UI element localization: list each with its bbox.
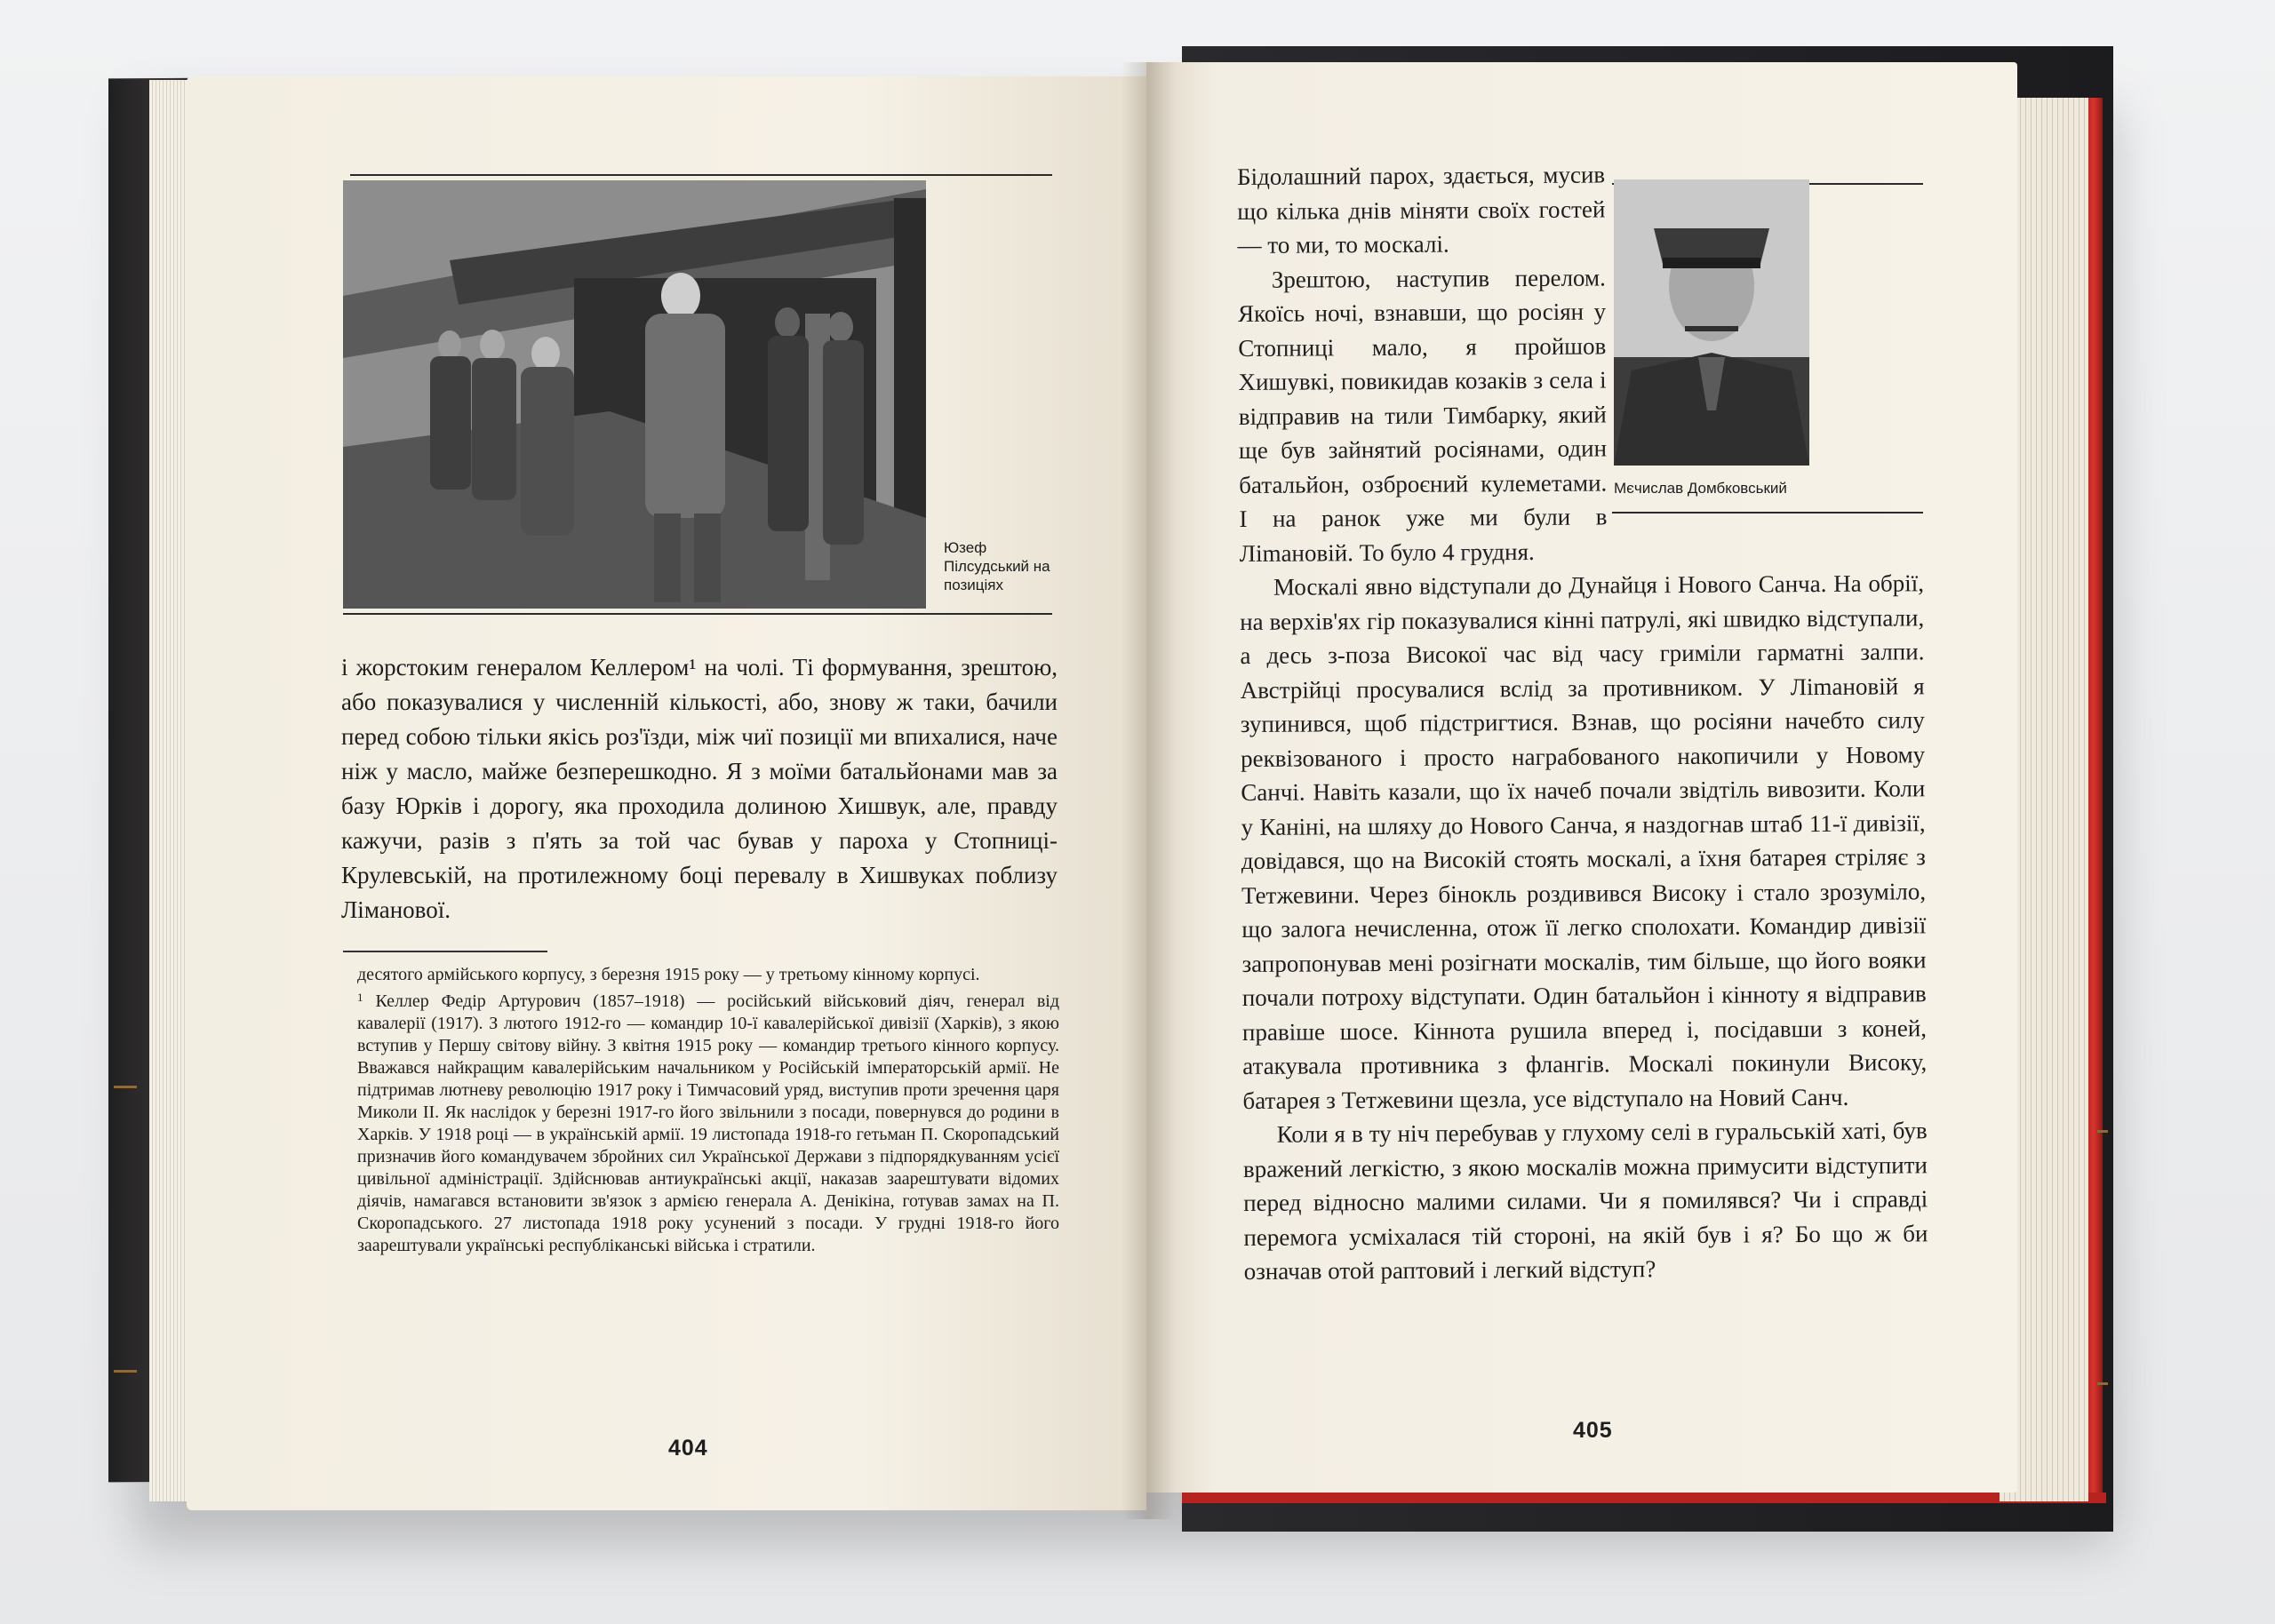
photo-caption-dombkovsky: Мєчислав Домбковський [1614,480,1787,497]
paragraph: Зрештою, наступив перелом. Якоїсь ночі, взнавши, що росіян у Стопниці мало, я пройшов Хишувкі, повикидав козаків з села і відправив на тили Тимбарку, який ще був зайнятий росіянами, один батальйон, озброєний кулеметами. І на ранок уже ми були в Ліmановій. То було 4 грудня. [1237,263,1608,567]
footnote-rule [343,951,547,952]
photo-top-rule [350,174,1052,176]
footnotes [357,964,1059,1257]
cover-ornament [114,1370,137,1373]
trench-scene-image [343,180,926,609]
footnote-number: 1 [357,991,363,1004]
portrait-placeholder [1628,166,1941,502]
book-gutter [1122,62,1175,1519]
page-number-left: 404 [668,1436,708,1461]
paragraph: Коли я в ту ніч перебував у глухому селі в гуральській хаті, був вражений легкістю, з якою москалів можна примусити відступити перед відносно малими силами. Чи я помилявся? Чи і справді перемога усміхалася тій стороні, на якій був і я? Бо що ж би означав отой раптовий і легкий відступ? [1242,1117,1928,1285]
footnote-continued: десятого армійського корпусу, з березня 1915 року — у третьому кінному корпусі. [357,965,980,984]
right-body-text [1237,155,1928,1288]
photo-caption-pilsudski: Юзеф Пілсудський на позиціях [944,539,1050,593]
cover-ornament [2097,1382,2108,1385]
paragraph: і жорстоким генералом Келлером¹ на чолі. Ті формування, зрештою, або показувалися у численній кількості, або, знову ж таки, бачили перед собою тільки якісь роз'їзди, між чиї позиції ми впихалися, наче ніж у масло, майже безперешкодно. Я з моїми батальйонами мав за базу Юрків і дорогу, яка проходила долиною Хишвук, але, правду кажучи, разів з п'ять за той час бував у пароха у Стопниці-Крулевській, на протилежному боці перевалу в Хишвуках поблизу Ліманової. [341,654,1058,923]
paragraph: Москалі явно відступали до Дунайця і Нового Санча. На обрії, на верхів'ях гір показувалися кінні патрулі, які швидко відступали, а десь з-поза Високої час від часу гриміли гарматні залпи. Австрійці просувалися вслід за противником. У Ліmановій я зупинився, щоб підстригтися. Взнав, що росіяни начебто силу реквізованого і просто награбованого накопичили у Новому Санчі. Навіть казали, що їх начеб почали звідтіль вивозити. Коли у Каніні, на шляху до Нового Санча, я наздогнав штаб 11-ї дивізії, довідався, що на Високій стоять москалі, а їхня батарея стріляє з Тетжевини. Через бінокль роздивився Високу і стало зрозуміло, що залога нечисленна, отож її легко сполохати. Командир дивізії запропонував мені розігнати москалів, тим більше, що його вояки почали потроху відступати. Один батальйон і кінноту я відправив правіше шосе. Кіннота рушила вперед і, посідавши з коней, атакувала противника з флангів. Москалі покинули Високу, батарея з Тетжевини щезла, усе відступало на Новий Санч. [1240,569,1928,1114]
left-body-text [341,650,1058,927]
cover-ornament [114,1086,137,1088]
page-number-right: 405 [1573,1418,1613,1443]
paragraph: Бідолашний парох, здається, мусив що кілька днів міняти своїх гостей — то ми, то москалі. [1237,161,1606,259]
page-edge-red-bottom [1182,1493,2106,1503]
cover-ornament [2097,1130,2108,1133]
pilsudski-photo [343,180,926,609]
photo-bottom-rule [343,613,1052,615]
footnote-text: Келлер Федір Артурович (1857–1918) — російський військовий діяч, генерал від кавалерії (1917). З лютого 1912-го — командир 10-ї кавалерійської дивізії (Харків), з якою вступив у Першу світову війну. З квітня 1915 року — командир третього кінного корпусу. Вважався найкращим кавалерійським начальником у Російській імператорській армії. Не підтримав лютневу революцію 1917 року і Тимчасовий уряд, виступив проти зречення царя Миколи II. Як наслідок у березні 1917-го його звільнили з посади, повернувся до родини в Харків. У 1918 році — в українській армії. 19 листопада 1918-го гетьман П. Скоропадський призначив його командувачем збройних сил Української Держави з підпорядкуванням усієї цивільної адміністрації. Здійснював антиукраїнські акції, наказав заарештувати відомих діячів, намагався встановити зв'язок з армією генерала А. Денікіна, готував замах на П. Скоропадського. 27 листопада 1918 року усунений з посади. У грудні 1918-го його заарештували українські республіканські війська і стратили. [357,991,1059,1255]
footnote-1 [357,986,1059,1257]
